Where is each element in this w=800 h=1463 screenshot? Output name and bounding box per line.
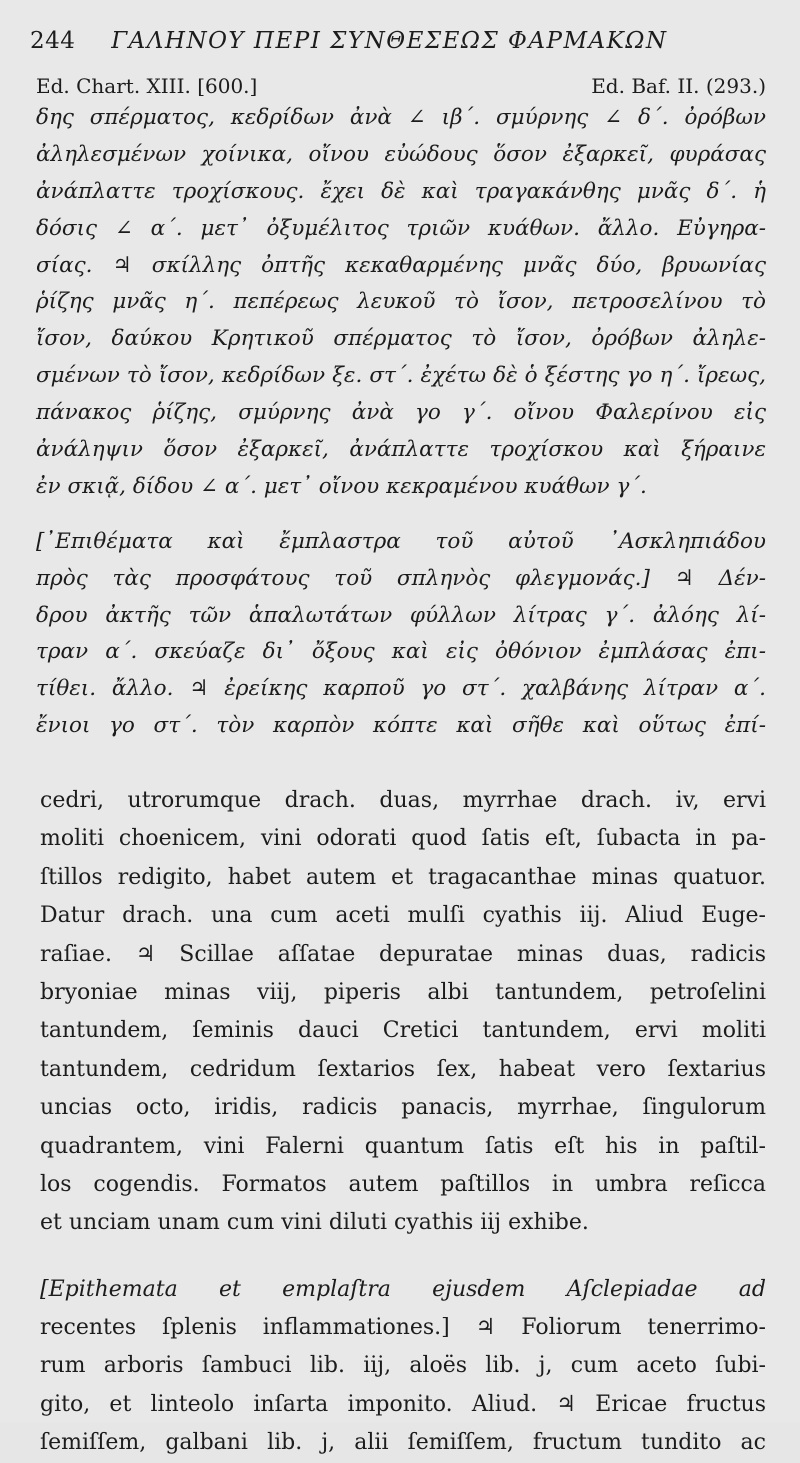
greek-heading-line: [᾿Επιθέματα καὶ ἔμπλαστρα τοῦ αὐτοῦ ᾿Ασκληπιάδου (36, 528, 766, 554)
greek-line: δόσις ∠ α΄. μετ᾽ ὀξυμέλιτος τριῶν κυάθων. ἄλλο. Εὐγηρα- (36, 215, 766, 241)
greek-line: δης σπέρματος, κεδρίδων ἀνὰ ∠ ιβ΄. σμύρνης ∠ δ΄. ὀρόβων (36, 105, 766, 130)
edition-reference-line (36, 74, 766, 98)
latin-line: gito, et linteolo inſarta imponito. Aliud. ♃ Ericae fructus (40, 1391, 766, 1417)
latin-line: moliti choenicem, vini odorati quod ſatis eſt, ſubacta in pa- (40, 826, 766, 852)
latin-line: rum arboris ſambuci lib. iij, aloës lib. j, cum aceto ſubi- (40, 1353, 766, 1379)
latin-text-block (40, 782, 766, 1463)
edition-chartier-ref: Ed. Chart. XIII. [600.] (36, 74, 258, 98)
greek-line: πάνακος ῥίζης, σμύρνης ἀνὰ γο γ΄. οἴνου Φαλερίνου εἰς (36, 400, 766, 426)
greek-line: ῥίζης μνᾶς η΄. πεπέρεως λευκοῦ τὸ ἴσον, πετροσελίνου τὸ (36, 289, 766, 315)
latin-line: ſemiſſem, galbani lib. j, alii ſemiſſem, fructum tundito ac (40, 1430, 766, 1456)
edition-basel-ref: Ed. Baf. II. (293.) (591, 74, 766, 98)
running-title: ΓΑΛΗΝΟΥ ΠΕΡΙ ΣΥΝΘΕΣΕΩΣ ΦΑΡΜΑΚΩΝ (111, 28, 668, 54)
latin-line: ſtillos redigito, habet autem et tragacanthae minas quatuor. (40, 864, 766, 890)
greek-line: τραν α΄. σκεύαζε δι᾽ ὄξους καὶ εἰς ὀθόνιον ἐμπλάσας ἐπι- (36, 639, 766, 665)
latin-line: et unciam unam cum vini diluti cyathis iij exhibe. (40, 1210, 589, 1236)
greek-line: τίθει. ἄλλο. ♃ ἐρείκης καρποῦ γο στ΄. χαλβάνης λίτραν α΄. (36, 676, 766, 702)
greek-line: πρὸς τὰς προσφάτους τοῦ σπληνὸς φλεγμονάς.] ♃ Δέν- (36, 565, 766, 591)
latin-line: recentes ſplenis inflammationes.] ♃ Foliorum tenerrimo- (40, 1315, 766, 1341)
greek-line: ἴσον, δαύκου Κρητικοῦ σπέρματος τὸ ἴσον, ὀρόβων ἀληλε- (36, 326, 766, 352)
latin-line: cedri, utrorumque drach. duas, myrrhae drach. iv, ervi (40, 788, 766, 813)
latin-line: tantundem, ſeminis dauci Cretici tantundem, ervi moliti (40, 1018, 766, 1044)
greek-line: δρου ἀκτῆς τῶν ἁπαλωτάτων φύλλων λίτρας γ΄. ἀλόης λί- (36, 602, 766, 628)
latin-line: quadrantem, vini Falerni quantum ſatis eſt his in paſtil- (40, 1133, 766, 1159)
latin-line: los cogendis. Formatos autem paſtillos in umbra reſicca (40, 1171, 766, 1197)
latin-line: bryoniae minas viij, piperis albi tantundem, petroſelini (40, 979, 766, 1005)
greek-line: σίας. ♃ σκίλλης ὀπτῆς κεκαθαρμένης μνᾶς δύο, βρυωνίας (36, 252, 766, 278)
greek-line: ἐν σκιᾷ, δίδου ∠ α΄. μετ᾽ οἴνου κεκραμένου κυάθων γ΄. (36, 473, 647, 499)
page-number: 244 (30, 28, 76, 54)
greek-line: ἀνάπλαττε τροχίσκους. ἔχει δὲ καὶ τραγακάνθης μνᾶς δ΄. ἡ (36, 178, 766, 204)
latin-line: raſiae. ♃ Scillae aſſatae depuratae minas duas, radicis (40, 941, 766, 967)
latin-line: Datur drach. una cum aceti mulſi cyathis iij. Aliud Euge- (40, 903, 766, 929)
running-header (30, 28, 770, 54)
greek-line: ἀνάληψιν ὅσον ἐξαρκεῖ, ἀνάπλαττε τροχίσκου καὶ ξήραινε (36, 437, 766, 463)
latin-line: tantundem, cedridum ſextarios ſex, habeat vero ſextarius (40, 1056, 766, 1082)
greek-line: ἔνιοι γο στ΄. τὸν καρπὸν κόπτε καὶ σῆθε καὶ οὕτως ἐπί- (36, 713, 766, 739)
greek-line: σμένων τὸ ἴσον, κεδρίδων ξε. στ΄. ἐχέτω δὲ ὁ ξέστης γο η΄. ἴρεως, (36, 363, 766, 389)
latin-heading-line: [Epithemata et emplaſtra ejusdem Aſclepiadae ad (40, 1276, 766, 1302)
greek-line: ἀληλεσμένων χοίνικα, οἴνου εὐώδους ὅσον ἐξαρκεῖ, φυράσας (36, 141, 766, 167)
latin-line: uncias octo, iridis, radicis panacis, myrrhae, ſingulorum (40, 1095, 766, 1121)
greek-text-block (36, 100, 766, 745)
